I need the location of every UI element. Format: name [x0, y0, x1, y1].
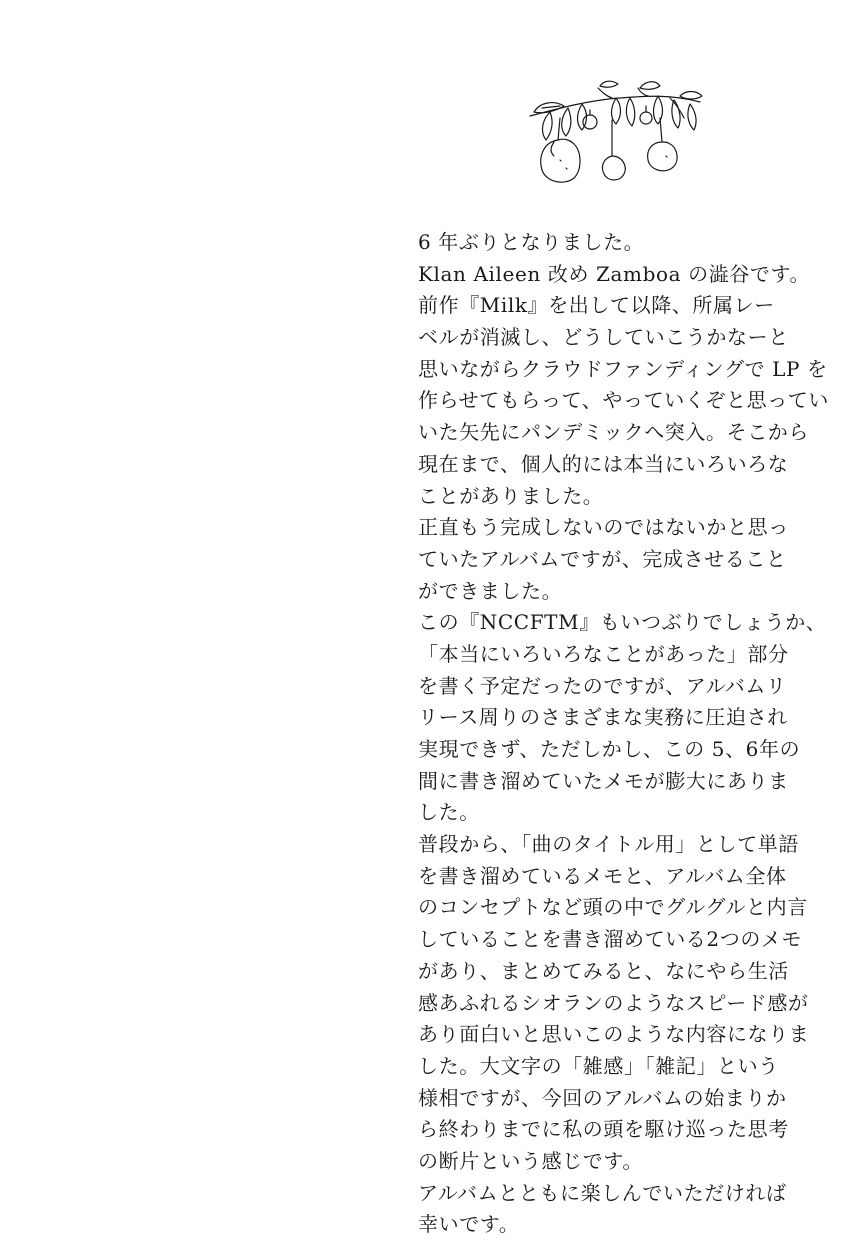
- text-line: 普段から、「曲のタイトル用」として単語: [418, 832, 799, 857]
- text-line: 作らせてもらって、やっていくぞと思ってい: [418, 388, 829, 413]
- text-line: 現在まで、個人的には本当にいろいろな: [418, 451, 789, 476]
- text-line: あり面白いと思いこのような内容になりま: [418, 1022, 810, 1047]
- text-line: ことがありました。: [418, 483, 604, 508]
- text-line: リース周りのさまざまな実務に圧迫され: [418, 705, 788, 730]
- text-line: ベルが消滅し、どうしていこうかなーと: [418, 325, 789, 350]
- article-text: [418, 227, 829, 1241]
- text-line: Klan Aileen 改め Zamboa の澁谷です。: [418, 261, 811, 286]
- text-line: した。大文字の「雑感」「雑記」という: [418, 1053, 779, 1078]
- text-line: 幸いです。: [418, 1212, 520, 1237]
- text-line: を書く予定だったのですが、アルバムリ: [418, 673, 787, 698]
- text-line: 6 年ぶりとなりました。: [418, 230, 645, 254]
- text-line: があり、まとめてみると、なにやら生活: [418, 958, 789, 983]
- text-line: 様相ですが、今回のアルバムの始まりか: [418, 1085, 787, 1110]
- text-line: のコンセプトなど頭の中でグルグルと内言: [418, 895, 808, 920]
- text-line: ら終わりまでに私の頭を駆け巡った思考: [418, 1117, 789, 1142]
- text-line: 「本当にいろいろなことがあった」部分: [418, 641, 789, 666]
- text-line: アルバムとともに楽しんでいただければ: [418, 1180, 787, 1205]
- text-line: ができました。: [418, 578, 563, 603]
- fruit-branch-illustration: [520, 78, 710, 196]
- text-line: していることを書き溜めている2つのメモ: [418, 927, 803, 952]
- text-line: ていたアルバムですが、完成させること: [418, 546, 787, 571]
- text-line: 実現できず、ただしかし、この 5、6年の: [418, 737, 801, 761]
- text-line: した。: [418, 800, 480, 825]
- text-line: この『NCCFTM』もいつぶりでしょうか、: [418, 610, 827, 635]
- text-line: 間に書き溜めていたメモが膨大にありま: [418, 768, 789, 793]
- text-line: 思いながらクラウドファンディングで LP を: [418, 356, 828, 381]
- text-line: を書き溜めているメモと、アルバム全体: [418, 863, 787, 888]
- text-line: 正直もう完成しないのではないかと思っ: [418, 515, 789, 540]
- text-line: いた矢先にパンデミックへ突入。そこから: [418, 420, 809, 445]
- text-line: 感あふれるシオランのようなスピード感が: [418, 990, 809, 1015]
- text-line: の断片という感じです。: [418, 1148, 643, 1173]
- text-line: 前作『Milk』を出して以降、所属レー: [418, 293, 775, 318]
